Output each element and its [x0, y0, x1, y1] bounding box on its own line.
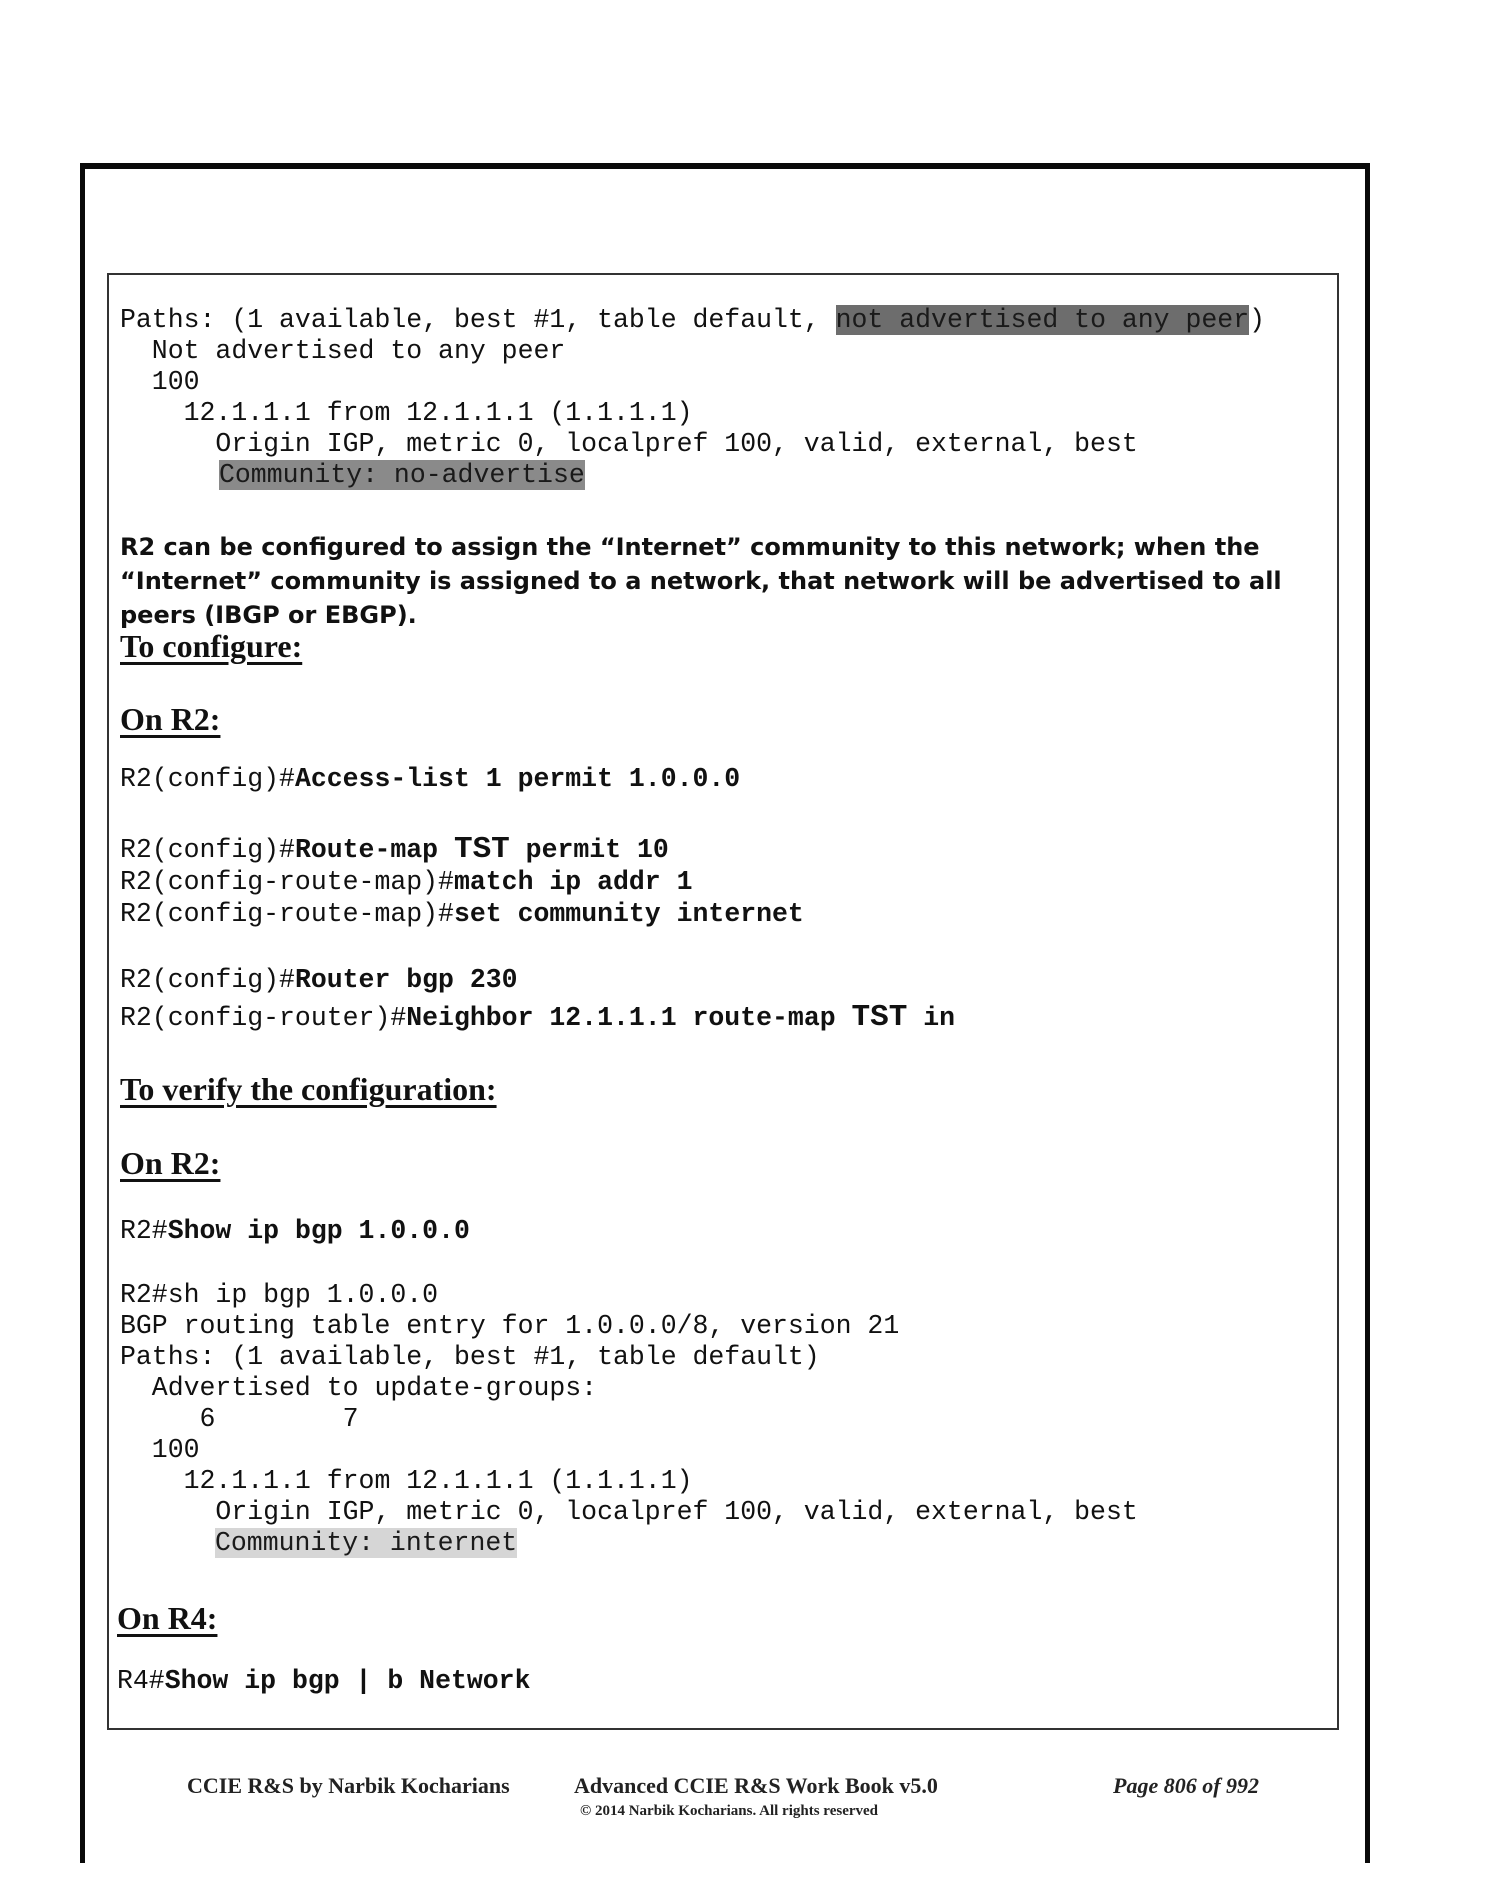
footer-page-number: Page 806 of 992	[1113, 1773, 1260, 1798]
command: Router bgp 230	[294, 965, 518, 995]
route-map-name: TST	[851, 1000, 908, 1035]
output-line: 100	[120, 1435, 200, 1465]
cmd-show-ip-bgp-network	[117, 1666, 530, 1697]
output-line-community	[219, 460, 585, 491]
output-line: R2#sh ip bgp 1.0.0.0	[120, 1280, 439, 1310]
highlight-not-advertised: not advertised to any peer	[835, 305, 1250, 335]
output-line-community	[215, 1528, 517, 1559]
prompt: R2(config-route-map)#	[120, 899, 454, 929]
heading-on-r2: On R2:	[120, 701, 221, 737]
output-line: 12.1.1.1 from 12.1.1.1 (1.1.1.1)	[120, 1466, 693, 1496]
heading-on-r4: On R4:	[117, 1600, 218, 1636]
output-line: BGP routing table entry for 1.0.0.0/8, version 21	[120, 1311, 900, 1341]
prompt: R2(config)#	[120, 965, 295, 995]
output-line: 12.1.1.1 from 12.1.1.1 (1.1.1.1)	[120, 398, 693, 428]
heading-to-configure: To configure:	[120, 628, 303, 664]
footer-copyright: © 2014 Narbik Kocharians. All rights reserved	[580, 1803, 879, 1819]
output-text: )	[1249, 305, 1265, 335]
command: in	[907, 1003, 956, 1033]
output-line: 100	[120, 367, 200, 397]
prompt: R2#	[120, 1216, 168, 1246]
output-line: Not advertised to any peer	[120, 336, 566, 366]
prompt: R4#	[117, 1666, 165, 1696]
footer-author: CCIE R&S by Narbik Kocharians	[187, 1773, 510, 1798]
output-line-paths	[120, 305, 1265, 336]
command: Show ip bgp | b Network	[164, 1666, 531, 1696]
route-map-name: TST	[453, 832, 510, 867]
command: Neighbor 12.1.1.1 route-map	[406, 1003, 852, 1033]
cmd-neighbor	[120, 1002, 955, 1034]
output-line: Paths: (1 available, best #1, table default)	[120, 1342, 820, 1372]
output-line: Advertised to update-groups:	[120, 1373, 598, 1403]
command: permit 10	[509, 835, 669, 865]
prompt: R2(config)#	[120, 764, 295, 794]
highlight-community-no-advertise: Community: no-advertise	[219, 460, 585, 490]
output-line: 6 7	[120, 1404, 359, 1434]
heading-on-r2-verify: On R2:	[120, 1145, 221, 1181]
page-frame-right	[1365, 163, 1370, 1863]
page-frame-top	[80, 163, 1370, 169]
command: Route-map	[294, 835, 454, 865]
output-line: Origin IGP, metric 0, localpref 100, valid, external, best	[120, 429, 1138, 459]
cmd-match	[120, 867, 693, 898]
command: Show ip bgp 1.0.0.0	[167, 1216, 470, 1246]
prompt: R2(config-router)#	[120, 1003, 407, 1033]
heading-to-verify: To verify the configuration:	[120, 1071, 497, 1107]
prompt: R2(config)#	[120, 835, 295, 865]
page-frame-left	[80, 163, 85, 1863]
command: match ip addr 1	[453, 867, 693, 897]
cmd-route-map	[120, 834, 669, 866]
explanation-paragraph: R2 can be configured to assign the “Internet” community to this network; when the “Internet” community is assigned to a network, that network will be advertised to all peers (IBGP or EBGP).	[120, 533, 1282, 629]
output-line: Origin IGP, metric 0, localpref 100, valid, external, best	[120, 1497, 1138, 1527]
command: Access-list 1 permit 1.0.0.0	[294, 764, 741, 794]
command: set community internet	[453, 899, 804, 929]
cmd-set-community	[120, 899, 804, 930]
output-text: Paths: (1 available, best #1, table default,	[120, 305, 836, 335]
cmd-router-bgp	[120, 965, 518, 996]
footer-book-title: Advanced CCIE R&S Work Book v5.0	[574, 1773, 938, 1798]
cmd-access-list	[120, 764, 740, 795]
highlight-community-internet: Community: internet	[215, 1528, 518, 1558]
prompt: R2(config-route-map)#	[120, 867, 454, 897]
cmd-show-ip-bgp	[120, 1216, 470, 1247]
